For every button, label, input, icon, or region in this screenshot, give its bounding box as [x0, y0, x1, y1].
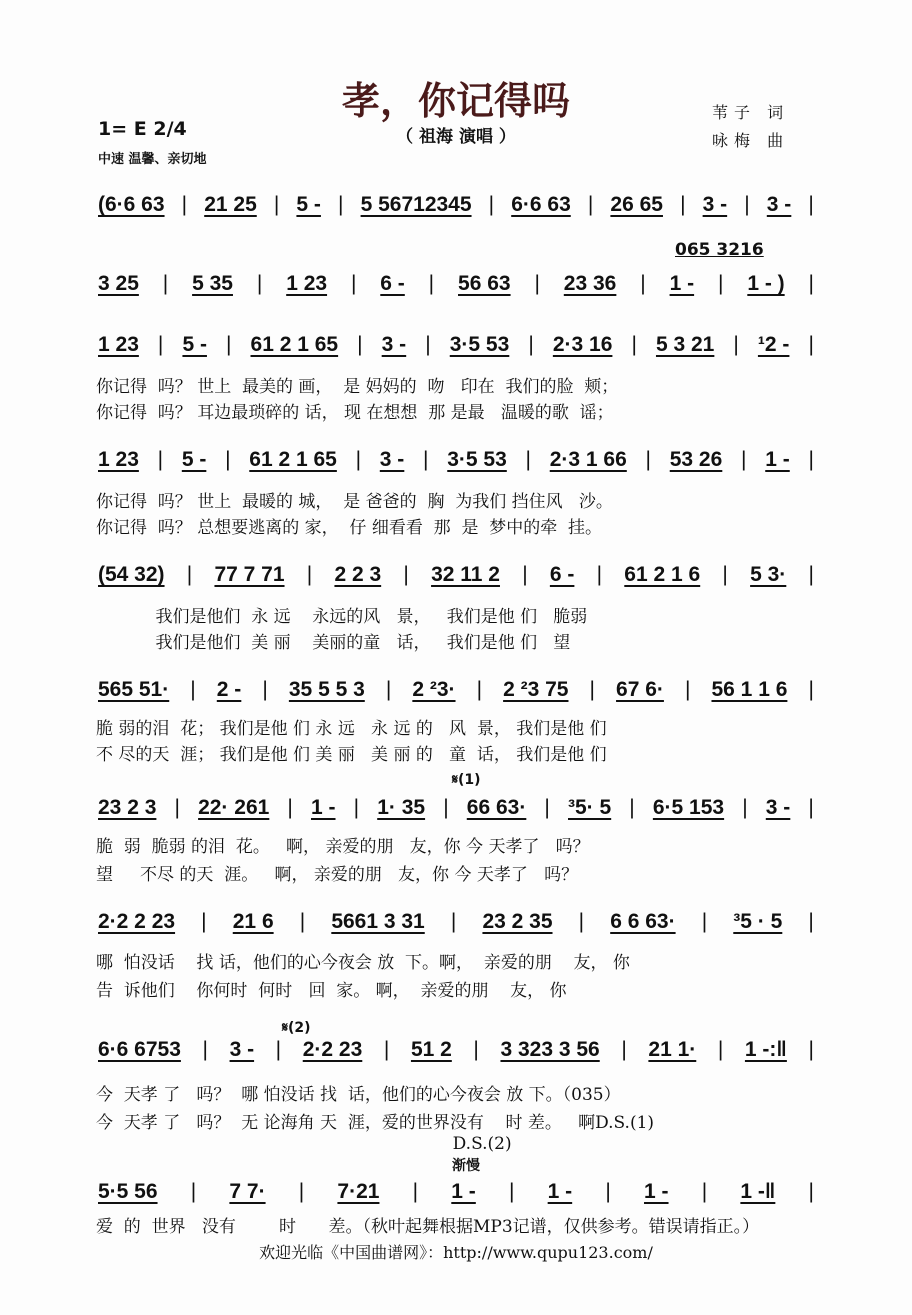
measure: 565 51·: [98, 678, 170, 701]
notation-line: [98, 796, 814, 820]
measure: 2 -: [216, 678, 242, 701]
barline: |: [256, 272, 263, 295]
barline: |: [522, 563, 528, 586]
barline: |: [596, 563, 603, 586]
lyric-line: 告 诉他们 你何时 何时 回 家。 啊， 亲爱的朋 友， 你: [96, 981, 567, 1001]
measure: 3 -: [702, 193, 728, 216]
measure: 2 2 3: [334, 563, 382, 586]
notation-line: [98, 1180, 814, 1204]
barline: |: [525, 448, 531, 471]
lyric-line: 你记得 吗？ 世上 最暖的 城， 是 爸爸的 胸 为我们 挡住风 沙。: [96, 492, 613, 512]
barline: |: [338, 193, 344, 216]
barline: |: [476, 678, 483, 701]
lyric-line: 哪 怕没话 找 话，他们的心今夜会 放 下。啊， 亲爱的朋 友， 你: [96, 953, 630, 973]
barline: |: [201, 910, 207, 933]
lyric-line: 爱 的 世界 没有 时 差。（秋叶起舞根据MP3记谱，仅供参考。错误请指正。）: [96, 1217, 760, 1237]
measure: 51 2: [410, 1038, 452, 1061]
footer-link: 欢迎光临《中国曲谱网》：http://www.qupu123.com/: [259, 1243, 653, 1262]
barline: |: [741, 448, 747, 471]
barline: |: [275, 1038, 282, 1061]
barline: |: [174, 796, 180, 819]
measure: 21 25: [204, 193, 257, 216]
measure: 21 1·: [648, 1038, 697, 1061]
measure: 7 7·: [229, 1180, 266, 1203]
barline: |: [808, 333, 814, 356]
measure: 32 11 2: [431, 563, 500, 586]
measure: 6·5 153: [652, 796, 725, 819]
barline: |: [287, 796, 293, 819]
measure: 3 -: [379, 448, 405, 471]
measure: 2 ²3·: [412, 678, 456, 701]
barline: |: [684, 678, 691, 701]
barline: |: [808, 678, 814, 701]
measure: 1 - ): [747, 272, 785, 295]
barline: |: [157, 333, 164, 356]
barline: |: [385, 678, 392, 701]
lyric-line: 不 尽的天 涯； 我们是他 们 美 丽 美 丽 的 童 话， 我们是他 们: [96, 745, 607, 765]
barline: |: [808, 796, 814, 819]
barline: |: [509, 1180, 515, 1203]
lyric-line: 今 天孝 了 吗？ 哪 怕没话 找 话，他们的心今夜会 放 下。（035）: [96, 1085, 621, 1105]
barline: |: [488, 193, 495, 216]
barline: |: [350, 272, 357, 295]
measure: 3 -: [229, 1038, 255, 1061]
measure: 26 65: [610, 193, 663, 216]
measure: 2·3 16: [552, 333, 613, 356]
notation-line: [98, 563, 814, 587]
measure: 6·6 6753: [98, 1038, 181, 1061]
notation-line: [98, 678, 814, 702]
lyric-line: 脆 弱的泪 花； 我们是他 们 永 远 永 远 的 风 景， 我们是他 们: [96, 719, 607, 739]
barline: |: [162, 272, 169, 295]
barline: |: [640, 272, 646, 295]
barline: |: [605, 1180, 611, 1203]
barline: |: [202, 1038, 208, 1061]
barline: |: [355, 448, 362, 471]
barline: |: [587, 193, 594, 216]
measure: 6 -: [380, 272, 405, 295]
barline: |: [808, 272, 814, 295]
barline: |: [631, 333, 637, 356]
measure: 1 -‖: [740, 1180, 776, 1203]
composer: 咏梅 曲: [712, 131, 790, 150]
barline: |: [733, 333, 739, 356]
measure: 2 ²3 75: [503, 678, 569, 701]
measure: 5 3 21: [655, 333, 715, 356]
barline: |: [528, 333, 534, 356]
key-signature: 1= E 2/4: [98, 118, 187, 140]
measure: 23 36: [563, 272, 617, 295]
barline: |: [701, 1180, 708, 1203]
measure: 5 3·: [750, 563, 787, 586]
lyricist: 苇子 词: [712, 103, 790, 122]
measure: 3 323 3 56: [500, 1038, 600, 1061]
barline: |: [306, 563, 313, 586]
measure: 3 25: [98, 272, 139, 295]
barline: |: [717, 272, 724, 295]
measure: 3·5 53: [447, 448, 507, 471]
barline: |: [425, 333, 431, 356]
barline: |: [225, 448, 231, 471]
notation-line: [98, 1038, 814, 1062]
tempo-marking: 中速 温馨、亲切地: [98, 152, 207, 167]
measure: 22· 261: [198, 796, 270, 819]
barline: |: [701, 910, 708, 933]
measure: 5 -: [181, 448, 207, 471]
barline: |: [383, 1038, 390, 1061]
barline: |: [412, 1180, 419, 1203]
segno-1: 𝄋(1): [452, 772, 481, 788]
barline: |: [226, 333, 232, 356]
barline: |: [298, 1180, 305, 1203]
barline: |: [808, 563, 814, 586]
barline: |: [353, 796, 360, 819]
measure: 1· 35: [377, 796, 426, 819]
barline: |: [186, 563, 193, 586]
segno-2: 𝄋(2): [282, 1020, 311, 1036]
measure: ³5· 5: [568, 796, 612, 819]
measure: 53 26: [669, 448, 723, 471]
measure: 1 -: [765, 448, 790, 471]
measure: 3 -: [765, 796, 791, 819]
measure: 61 2 1 65: [250, 333, 339, 356]
barline: |: [299, 910, 306, 933]
barline: |: [680, 193, 686, 216]
measure: 6 -: [549, 563, 575, 586]
intro-variant: 065 3216: [675, 240, 764, 260]
measure: 1 23: [98, 448, 139, 471]
measure: 23 2 3: [98, 796, 157, 819]
measure: 5·5 56: [98, 1180, 158, 1203]
measure: ³5 · 5: [733, 910, 783, 933]
lyric-line: 我们是他们 美 丽 美丽的童 话， 我们是他 们 望: [96, 633, 571, 653]
measure: 6·6 63: [511, 193, 571, 216]
measure: (54 32): [98, 563, 165, 586]
barline: |: [589, 678, 595, 701]
barline: |: [423, 448, 429, 471]
measure: 77 7 71: [214, 563, 285, 586]
notation-line: [98, 448, 814, 472]
measure: 5 56712345: [360, 193, 472, 216]
barline: |: [443, 796, 449, 819]
barline: |: [544, 796, 550, 819]
barline: |: [808, 1180, 814, 1203]
barline: |: [262, 678, 268, 701]
measure: 5 -: [296, 193, 321, 216]
measure: 1 -: [644, 1180, 669, 1203]
notation-line: [98, 333, 814, 357]
ritardando: 渐慢: [452, 1158, 480, 1174]
measure: 3 -: [381, 333, 407, 356]
barline: |: [744, 193, 750, 216]
measure: 5 35: [192, 272, 233, 295]
barline: |: [621, 1038, 627, 1061]
measure: 5 -: [182, 333, 207, 356]
barline: |: [808, 448, 814, 471]
measure: 2·3 1 66: [549, 448, 627, 471]
lyric-line: 你记得 吗？ 总想要逃离的 家， 仔 细看看 那 是 梦中的牵 挂。: [96, 518, 603, 538]
notation-line: [98, 272, 814, 296]
measure: 61 2 1 6: [624, 563, 701, 586]
measure: ¹2 -: [757, 333, 790, 356]
lyric-line: 脆 弱 脆弱 的泪 花。 啊， 亲爱的朋 友，你 今 天孝了 吗？: [96, 837, 590, 857]
measure: 66 63·: [466, 796, 527, 819]
barline: |: [357, 333, 363, 356]
barline: |: [742, 796, 748, 819]
barline: |: [428, 272, 435, 295]
measure: (6·6 63: [98, 193, 165, 216]
measure: 6 6 63·: [610, 910, 676, 933]
measure: 56 63: [458, 272, 511, 295]
barline: |: [808, 1038, 814, 1061]
measure: 61 2 1 65: [249, 448, 337, 471]
barline: |: [808, 910, 814, 933]
barline: |: [629, 796, 635, 819]
measure: 1 -:‖: [744, 1038, 787, 1061]
measure: 21 6: [232, 910, 274, 933]
barline: |: [645, 448, 651, 471]
barline: |: [181, 193, 188, 216]
measure: 5661 3 31: [331, 910, 425, 933]
lyric-line: 你记得 吗？ 耳边最琐碎的 话， 现 在想想 那 是最 温暖的歌 谣；: [96, 403, 614, 423]
singer: （ 祖海 演唱 ）: [396, 127, 516, 147]
barline: |: [450, 910, 457, 933]
barline: |: [473, 1038, 479, 1061]
measure: 56 1 1 6: [711, 678, 788, 701]
barline: |: [722, 563, 728, 586]
lyric-line: 我们是他们 永 远 永远的风 景， 我们是他 们 脆弱: [96, 607, 588, 627]
measure: 2·2 23: [302, 1038, 363, 1061]
measure: 3 -: [766, 193, 792, 216]
barline: |: [190, 1180, 197, 1203]
measure: 1 -: [547, 1180, 573, 1203]
barline: |: [403, 563, 409, 586]
measure: 1 23: [286, 272, 328, 295]
notation-line: [98, 910, 814, 934]
measure: 1 -: [311, 796, 336, 819]
lyric-line: D.S.(2): [96, 1134, 512, 1154]
measure: 2·2 2 23: [98, 910, 176, 933]
lyric-line: 今 天孝 了 吗？ 无 论海角 天 涯，爱的世界没有 时 差。 啊D.S.(1): [96, 1113, 655, 1133]
measure: 1 -: [669, 272, 695, 295]
song-title: 孝，你记得吗: [341, 78, 570, 123]
measure: 23 2 35: [482, 910, 553, 933]
measure: 1 -: [451, 1180, 476, 1203]
measure: 7·21: [337, 1180, 380, 1203]
measure: 67 6·: [616, 678, 664, 701]
barline: |: [717, 1038, 724, 1061]
barline: |: [273, 193, 280, 216]
barline: |: [808, 193, 814, 216]
barline: |: [578, 910, 585, 933]
notation-line: [98, 193, 814, 217]
barline: |: [190, 678, 196, 701]
barline: |: [534, 272, 540, 295]
lyric-line: 望 不尽 的天 涯。 啊， 亲爱的朋 友，你 今 天孝了 吗？: [96, 865, 579, 885]
lyric-line: 你记得 吗？ 世上 最美的 画， 是 妈妈的 吻 印在 我们的脸 颊；: [96, 377, 619, 397]
measure: 35 5 5 3: [288, 678, 365, 701]
barline: |: [157, 448, 164, 471]
measure: 1 23: [98, 333, 139, 356]
measure: 3·5 53: [449, 333, 510, 356]
